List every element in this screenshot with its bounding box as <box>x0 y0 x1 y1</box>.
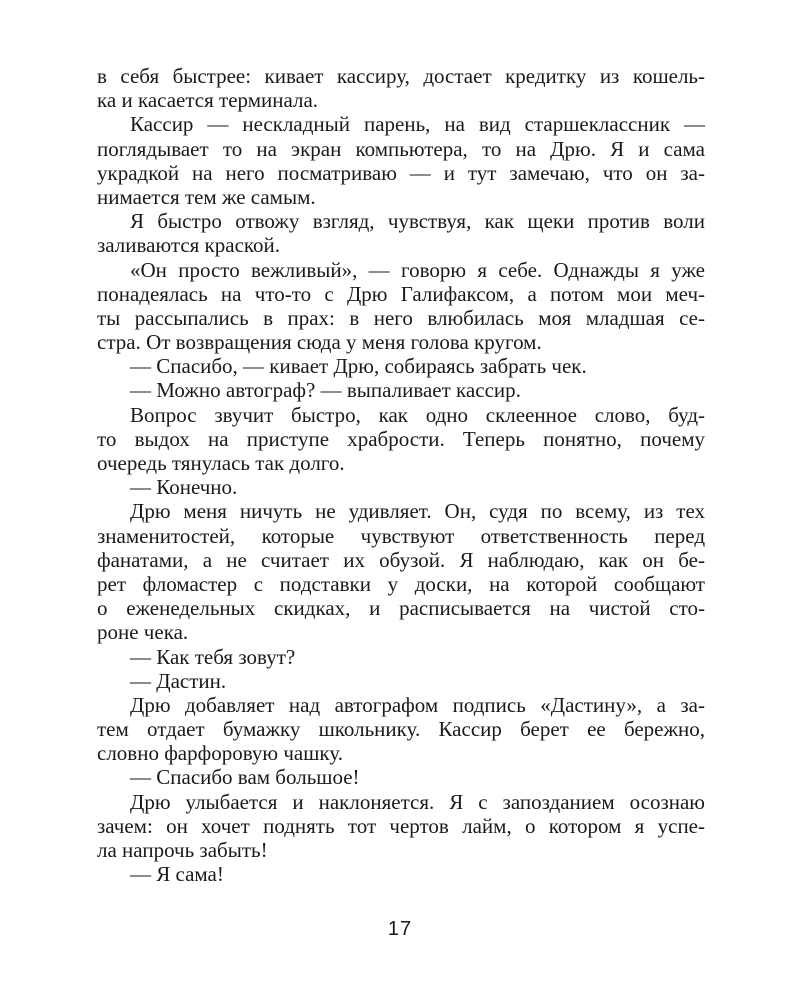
text-line: ты рассыпались в прах: в него влюбилась моя младшая се- <box>97 305 705 330</box>
text-line: ка и касается терминала. <box>97 88 319 113</box>
text-line: то выдох на приступе храбрости. Теперь понятно, почему <box>97 426 705 451</box>
text-line: нимается тем же самым. <box>97 184 316 209</box>
text-line: фанатами, а не считает их обузой. Я наблюдаю, как он бе- <box>97 547 705 572</box>
text-line: «Он просто вежливый», — говорю я себе. Однажды я уже <box>130 257 705 282</box>
text-line: очередь тянулась так долго. <box>97 451 345 475</box>
text-line: — Конечно. <box>130 475 238 500</box>
text-line: словно фарфоровую чашку. <box>97 741 343 766</box>
text-line: знаменитостей, которые чувствуют ответственность перед <box>97 523 705 548</box>
text-line: стра. От возвращения сюда у меня голова кругом. <box>97 330 542 355</box>
text-line: тем отдает бумажку школьнику. Кассир берет ее бережно, <box>97 717 705 742</box>
text-line: Кассир — нескладный парень, на вид старшеклассник — <box>130 112 705 137</box>
text-line: — Можно автограф? — выпаливает кассир. <box>130 378 521 403</box>
text-line: роне чека. <box>97 620 189 645</box>
text-line: ла напрочь забыть! <box>97 838 268 862</box>
text-line: Вопрос звучит быстро, как одно склеенное слово, буд- <box>130 402 705 427</box>
text-line: Дрю меня ничуть не удивляет. Он, судя по всему, из тех <box>130 499 705 524</box>
text-line: зачем: он хочет поднять тот чертов лайм, о котором я успе- <box>97 813 705 838</box>
text-line: рет фломастер с подставки у доски, на которой сообщают <box>97 571 705 596</box>
text-line: о еженедельных скидках, и расписывается на чистой сто- <box>97 596 705 621</box>
text-line: украдкой на него посматриваю — и тут замечаю, что он за- <box>97 160 705 185</box>
text-line: поглядывает то на экран компьютера, то на Дрю. Я и сама <box>97 136 705 161</box>
text-line: — Я сама! <box>130 862 224 887</box>
text-line: Дрю улыбается и наклоняется. Я с запозданием осознаю <box>130 789 705 814</box>
page-number: 17 <box>387 918 413 940</box>
text-line: Я быстро отвожу взгляд, чувствуя, как щеки против воли <box>130 209 705 234</box>
page-body-text <box>97 64 705 886</box>
text-line: понадеялась на что-то с Дрю Галифаксом, а потом мои меч- <box>97 281 705 306</box>
text-line: в себя быстрее: кивает кассиру, достает кредитку из кошель- <box>97 64 705 88</box>
text-line: — Дастин. <box>130 668 227 693</box>
text-line: — Спасибо, — кивает Дрю, собираясь забрать чек. <box>130 354 587 379</box>
text-line: — Как тебя зовут? <box>130 644 296 669</box>
text-line: Дрю добавляет над автографом подпись «Дастину», а за- <box>130 692 705 717</box>
text-line: — Спасибо вам большое! <box>130 765 360 790</box>
text-line: заливаются краской. <box>97 233 281 258</box>
